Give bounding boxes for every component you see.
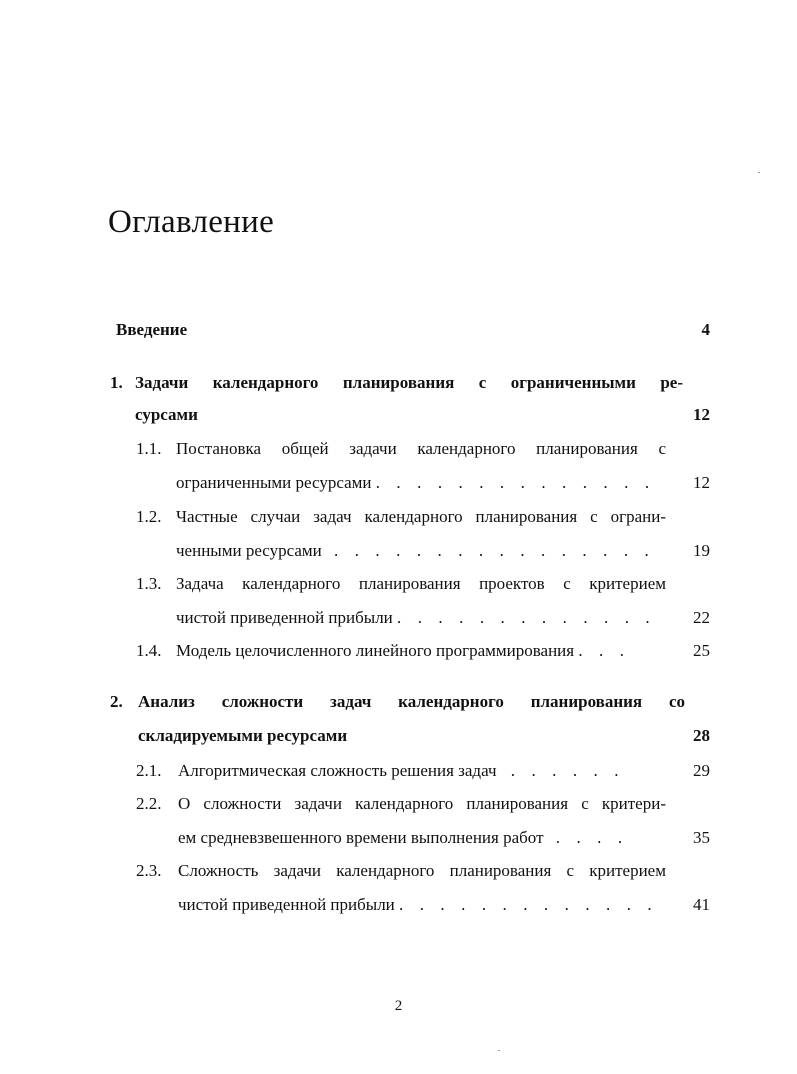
section-1-4-line1: Модель целочисленного линейного программирования . . . — [176, 641, 672, 661]
section-1-2-line2: ченными ресурсами . . . — [176, 541, 672, 561]
section-1-3-line2: чистой приведенной прибыли . . . — [176, 608, 672, 628]
section-1-4-page: 25 — [693, 641, 710, 660]
chapter-2-title-line2: складируемыми ресурсами — [138, 726, 348, 745]
section-2-2-number: 2.2. — [136, 794, 162, 813]
chapter-1-title-line1: Задачи календарного планирования с ограниченными ре- — [135, 373, 683, 392]
section-1-3-line1: Задача календарного планирования проектов с критерием — [176, 574, 666, 593]
chapter-1-number: 1. — [110, 373, 123, 392]
section-2-1-page: 29 — [693, 761, 710, 780]
section-2-1-number: 2.1. — [136, 761, 162, 780]
section-2-2-page: 35 — [693, 828, 710, 847]
toc-title: Оглавление — [108, 204, 275, 240]
section-1-2-number: 1.2. — [136, 507, 162, 526]
section-2-2-line2: ем средневзвешенного времени выполнения работ . . . — [178, 828, 672, 848]
leader-dots — [511, 761, 636, 781]
section-2-3-line2: чистой приведенной прибыли . . . — [178, 895, 672, 915]
section-2-3-page: 41 — [693, 895, 710, 914]
section-1-3-number: 1.3. — [136, 574, 162, 593]
section-1-1-page: 12 — [693, 473, 710, 492]
section-1-1-number: 1.1. — [136, 439, 162, 458]
leader-dots — [334, 541, 659, 561]
section-1-2-line1: Частные случаи задач календарного планирования с ограни- — [176, 507, 666, 526]
scan-speck — [498, 1050, 500, 1051]
leader-dots — [578, 641, 638, 661]
section-1-2-page: 19 — [693, 541, 710, 560]
section-1-4-number: 1.4. — [136, 641, 162, 660]
scan-speck — [758, 172, 760, 173]
leader-dots — [376, 473, 666, 493]
chapter-2-number: 2. — [110, 692, 123, 711]
leader-dots — [397, 608, 655, 628]
leader-dots — [556, 828, 636, 848]
introduction-label: Введение — [116, 320, 188, 339]
section-2-3-number: 2.3. — [136, 861, 162, 880]
chapter-2-title-line1: Анализ сложности задач календарного планирования со — [138, 692, 685, 711]
section-1-3-page: 22 — [693, 608, 710, 627]
section-2-3-line1: Сложность задачи календарного планирования с критерием — [178, 861, 666, 880]
section-2-1-line1: Алгоритмическая сложность решения задач . . . — [178, 761, 672, 781]
page-number: 2 — [394, 998, 403, 1014]
chapter-1-page: 12 — [693, 405, 710, 424]
introduction-page: 4 — [701, 320, 710, 339]
leader-dots — [399, 895, 655, 915]
chapter-1-title-line2: сурсами — [135, 405, 198, 424]
section-2-2-line1: О сложности задачи календарного планирования с критери- — [178, 794, 666, 813]
chapter-2-page: 28 — [693, 726, 710, 745]
section-1-1-line2: ограниченными ресурсами . . . — [176, 473, 672, 493]
section-1-1-line1: Постановка общей задачи календарного планирования с — [176, 439, 666, 458]
